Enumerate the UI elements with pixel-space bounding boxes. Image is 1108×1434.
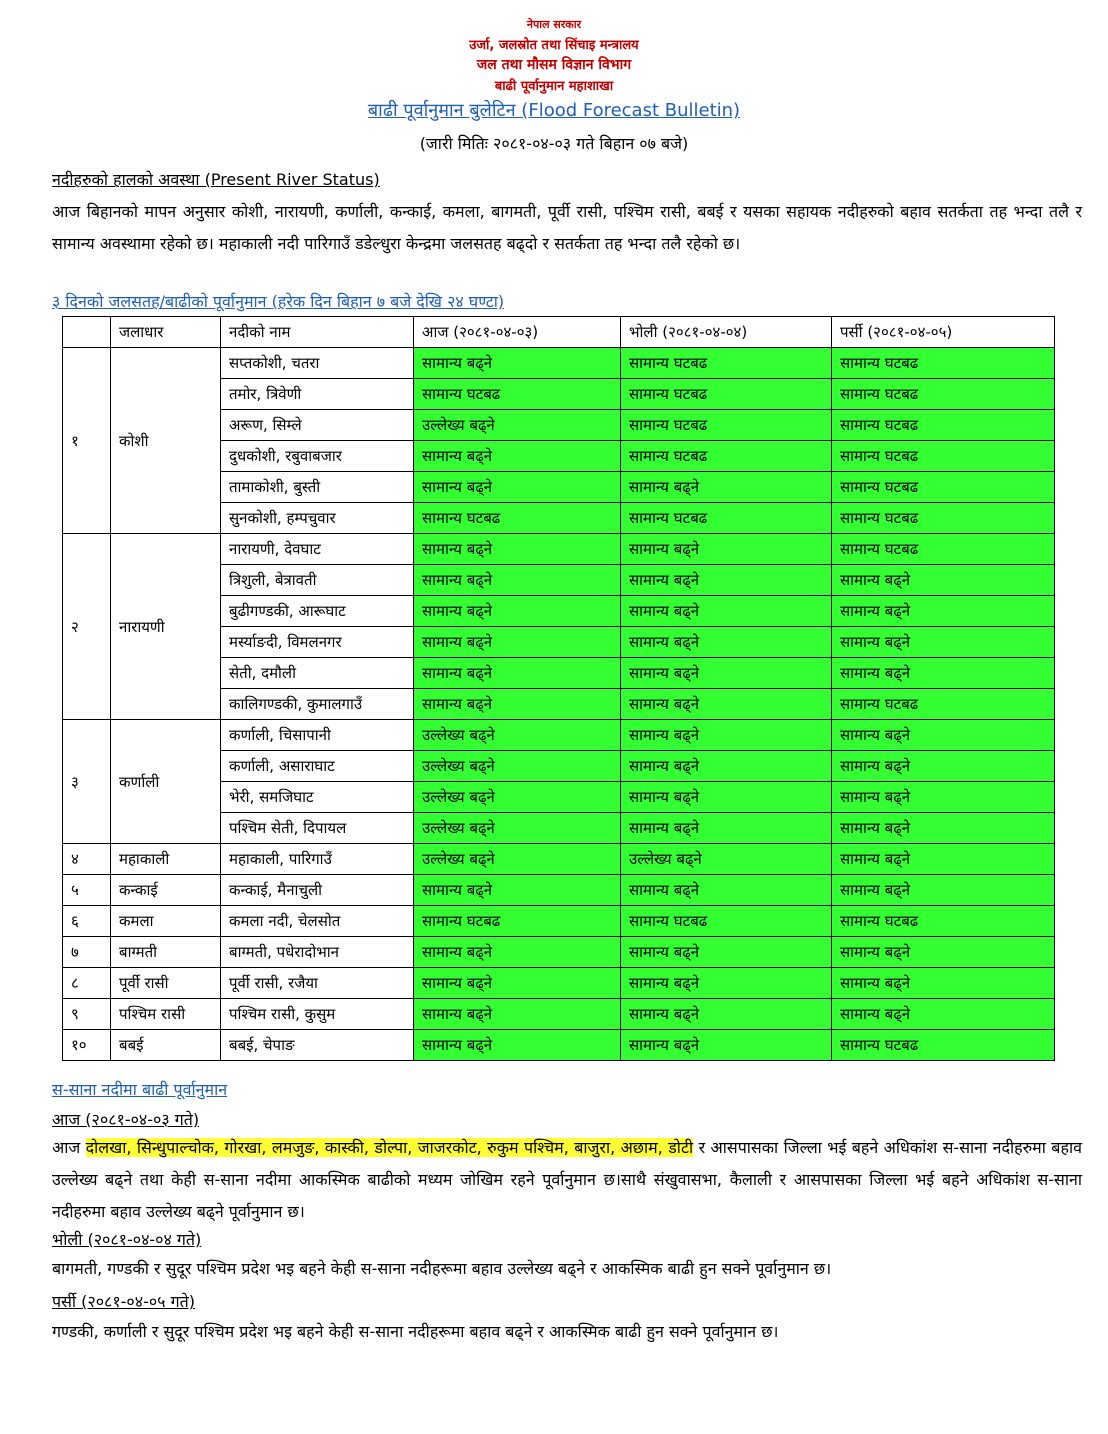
river-station: दुधकोशी, रबुवाबजार — [221, 441, 414, 472]
forecast-cell: सामान्य घटबढ — [832, 348, 1055, 379]
forecast-cell: सामान्य बढ्ने — [414, 596, 621, 627]
forecast-cell: सामान्य बढ्ने — [621, 937, 832, 968]
forecast-cell: सामान्य बढ्ने — [414, 627, 621, 658]
forecast-cell: सामान्य घटबढ — [414, 379, 621, 410]
river-station: भेरी, समजिघाट — [221, 782, 414, 813]
forecast-cell: सामान्य घटबढ — [621, 410, 832, 441]
basin-number: ५ — [63, 875, 111, 906]
forecast-cell: उल्लेख्य बढ्ने — [414, 844, 621, 875]
forecast-cell: सामान्य बढ्ने — [832, 720, 1055, 751]
basin-number: १ — [63, 348, 111, 534]
forecast-cell: सामान्य बढ्ने — [832, 968, 1055, 999]
forecast-cell: सामान्य घटबढ — [832, 906, 1055, 937]
table-row — [63, 906, 1055, 937]
forecast-cell: सामान्य बढ्ने — [621, 720, 832, 751]
river-station: पश्चिम रासी, कुसुम — [221, 999, 414, 1030]
forecast-cell: सामान्य बढ्ने — [414, 875, 621, 906]
forecast-cell: सामान्य बढ्ने — [414, 472, 621, 503]
dayafter-heading: पर्सी (२०८१-०४-०५ गते) — [52, 1292, 195, 1311]
river-station: कर्णाली, चिसापानी — [221, 720, 414, 751]
today-text — [52, 1132, 1082, 1228]
forecast-cell: सामान्य बढ्ने — [621, 813, 832, 844]
river-station: कमला नदी, चेलसोत — [221, 906, 414, 937]
basin-number: ६ — [63, 906, 111, 937]
column-header — [63, 317, 111, 348]
forecast-cell: सामान्य बढ्ने — [621, 689, 832, 720]
table-row — [63, 534, 1055, 565]
forecast-cell: सामान्य घटबढ — [414, 503, 621, 534]
forecast-cell: सामान्य बढ्ने — [414, 999, 621, 1030]
column-header: आज (२०८१-०४-०३) — [414, 317, 621, 348]
forecast-cell: सामान्य बढ्ने — [621, 565, 832, 596]
river-station: अरूण, सिम्ले — [221, 410, 414, 441]
forecast-cell: सामान्य बढ्ने — [832, 627, 1055, 658]
basin-name: बबई — [111, 1030, 221, 1061]
river-station: बाग्मती, पधेरादोभान — [221, 937, 414, 968]
tomorrow-text: बागमती, गण्डकी र सुदूर पश्चिम प्रदेश भइ बहने केही स-साना नदीहरूमा बहाव उल्लेख्य बढ्ने र आकस्मिक बाढी हुन सक्ने पूर्वानुमान छ। — [52, 1259, 832, 1278]
river-station: नारायणी, देवघाट — [221, 534, 414, 565]
forecast-cell: सामान्य बढ्ने — [621, 875, 832, 906]
basin-name: कोशी — [111, 348, 221, 534]
bulletin-title: बाढी पूर्वानुमान बुलेटिन (Flood Forecast Bulletin) — [367, 100, 741, 121]
forecast-cell: सामान्य बढ्ने — [414, 968, 621, 999]
table-row — [63, 875, 1055, 906]
forecast-cell: सामान्य घटबढ — [621, 906, 832, 937]
present-status-text: आज बिहानको मापन अनुसार कोशी, नारायणी, कर्णाली, कन्काई, कमला, बागमती, पूर्वी रासी, पश्चिम रासी, बबई र यसका सहायक नदीहरुको बहाव सतर्कता तह भन्दा तलै र सामान्य अवस्थामा रहेको छ। महाकाली नदी पारिगाउँ डडेल्धुरा केन्द्रमा जलसतह बढ्दो र सतर्कता तह भन्दा तलै रहेको छ। — [52, 202, 1082, 253]
forecast-cell: सामान्य बढ्ने — [832, 782, 1055, 813]
river-station: बुढीगण्डकी, आरूघाट — [221, 596, 414, 627]
table-row — [63, 348, 1055, 379]
forecast-cell: सामान्य घटबढ — [832, 379, 1055, 410]
forecast-cell: सामान्य घटबढ — [621, 441, 832, 472]
basin-name: कर्णाली — [111, 720, 221, 844]
tomorrow-heading: भोली (२०८१-०४-०४ गते) — [52, 1230, 202, 1249]
basin-name: कन्काई — [111, 875, 221, 906]
table-row — [63, 968, 1055, 999]
basin-name: बाग्मती — [111, 937, 221, 968]
forecast-cell: सामान्य घटबढ — [621, 503, 832, 534]
today-prefix: आज — [52, 1138, 86, 1157]
forecast-cell: सामान्य बढ्ने — [832, 596, 1055, 627]
forecast-cell: सामान्य घटबढ — [832, 503, 1055, 534]
table-row — [63, 999, 1055, 1030]
forecast-cell: सामान्य बढ्ने — [832, 999, 1055, 1030]
dayafter-text: गण्डकी, कर्णाली र सुदूर पश्चिम प्रदेश भइ बहने केही स-साना नदीहरूमा बहाव बढ्ने र आकस्मिक बाढी हुन सक्ने पूर्वानुमान छ। — [52, 1322, 779, 1341]
forecast-cell: सामान्य घटबढ — [832, 410, 1055, 441]
forecast-cell: सामान्य बढ्ने — [621, 782, 832, 813]
forecast-cell: सामान्य घटबढ — [621, 379, 832, 410]
column-header: नदीको नाम — [221, 317, 414, 348]
header-department: जल तथा मौसम विज्ञान विभाग — [476, 57, 632, 73]
today-heading: आज (२०८१-०४-०३ गते) — [52, 1110, 200, 1129]
forecast-cell: सामान्य घटबढ — [832, 441, 1055, 472]
forecast-cell: उल्लेख्य बढ्ने — [414, 782, 621, 813]
river-station: पूर्वी रासी, रजैया — [221, 968, 414, 999]
river-station: कर्णाली, असाराघाट — [221, 751, 414, 782]
forecast-cell: उल्लेख्य बढ्ने — [414, 813, 621, 844]
basin-number: ३ — [63, 720, 111, 844]
basin-name: नारायणी — [111, 534, 221, 720]
forecast-cell: उल्लेख्य बढ्ने — [414, 720, 621, 751]
column-header: जलाधार — [111, 317, 221, 348]
forecast-cell: सामान्य घटबढ — [832, 534, 1055, 565]
present-status-heading: नदीहरुको हालको अवस्था (Present River Status) — [52, 170, 380, 189]
today-rest: र आसपासका जिल्ला भई बहने अधिकांश स-साना नदीहरुमा बहाव उल्लेख्य बढ्ने तथा केही स-साना नदीमा आकस्मिक बाढीको मध्यम जोखिम रहने पूर्वानुमान छ।साथै संखुवासभा, कैलाली र आसपासका जिल्ला भई बहने अधिकांश स-साना नदीहरुमा बहाव उल्लेख्य बढ्ने पूर्वानुमान छ। — [52, 1138, 1082, 1221]
forecast-cell: सामान्य घटबढ — [832, 689, 1055, 720]
header-division: बाढी पूर्वानुमान महाशाखा — [494, 79, 614, 94]
forecast-cell: सामान्य बढ्ने — [832, 844, 1055, 875]
forecast-table — [62, 316, 1055, 1061]
basin-name: कमला — [111, 906, 221, 937]
basin-number: ४ — [63, 844, 111, 875]
table-header-row — [63, 317, 1055, 348]
basin-number: २ — [63, 534, 111, 720]
forecast-cell: सामान्य बढ्ने — [621, 627, 832, 658]
forecast-cell: उल्लेख्य बढ्ने — [414, 751, 621, 782]
forecast-cell: सामान्य घटबढ — [621, 348, 832, 379]
forecast-cell: सामान्य बढ्ने — [414, 689, 621, 720]
column-header: पर्सी (२०८१-०४-०५) — [832, 317, 1055, 348]
river-station: पश्चिम सेती, दिपायल — [221, 813, 414, 844]
forecast-cell: सामान्य बढ्ने — [832, 875, 1055, 906]
forecast-cell: सामान्य बढ्ने — [621, 596, 832, 627]
table-row — [63, 720, 1055, 751]
basin-number: ७ — [63, 937, 111, 968]
forecast-cell: सामान्य घटबढ — [832, 472, 1055, 503]
forecast-cell: सामान्य बढ्ने — [832, 658, 1055, 689]
river-station: मर्स्याङदी, विमलनगर — [221, 627, 414, 658]
forecast-cell: सामान्य बढ्ने — [414, 534, 621, 565]
header-govt: नेपाल सरकार — [526, 18, 582, 31]
basin-number: ९ — [63, 999, 111, 1030]
highlighted-districts: दोलखा, सिन्धुपाल्चोक, गोरखा, लमजुङ, कास्की, डोल्पा, जाजरकोट, रुकुम पश्चिम, बाजुरा, अछाम, डोटी — [85, 1138, 694, 1157]
small-rivers-heading: स-साना नदीमा बाढी पूर्वानुमान — [52, 1080, 228, 1099]
table-row — [63, 937, 1055, 968]
river-station: महाकाली, पारिगाउँ — [221, 844, 414, 875]
river-station: सुनकोशी, हम्पचुवार — [221, 503, 414, 534]
forecast-cell: सामान्य बढ्ने — [621, 1030, 832, 1061]
forecast-cell: सामान्य बढ्ने — [832, 813, 1055, 844]
forecast-cell: उल्लेख्य बढ्ने — [414, 410, 621, 441]
forecast-cell: सामान्य घटबढ — [414, 906, 621, 937]
river-station: तामाकोशी, बुस्ती — [221, 472, 414, 503]
river-station: सेती, दमौली — [221, 658, 414, 689]
forecast-cell: सामान्य घटबढ — [832, 1030, 1055, 1061]
forecast-heading: ३ दिनको जलसतह/बाढीको पूर्वानुमान (हरेक दिन बिहान ७ बजे देखि २४ घण्टा) — [52, 292, 505, 311]
forecast-cell: सामान्य बढ्ने — [832, 937, 1055, 968]
forecast-cell: सामान्य बढ्ने — [621, 472, 832, 503]
basin-name: पूर्वी रासी — [111, 968, 221, 999]
forecast-cell: सामान्य बढ्ने — [832, 751, 1055, 782]
forecast-cell: सामान्य बढ्ने — [414, 441, 621, 472]
issue-date: (जारी मितिः २०८१-०४-०३ गते बिहान ०७ बजे) — [419, 134, 689, 153]
forecast-cell: सामान्य बढ्ने — [621, 999, 832, 1030]
forecast-cell: सामान्य बढ्ने — [832, 565, 1055, 596]
river-station: सप्तकोशी, चतरा — [221, 348, 414, 379]
river-station: कन्काई, मैनाचुली — [221, 875, 414, 906]
forecast-cell: उल्लेख्य बढ्ने — [621, 844, 832, 875]
column-header: भोली (२०८१-०४-०४) — [621, 317, 832, 348]
forecast-cell: सामान्य बढ्ने — [621, 658, 832, 689]
basin-name: महाकाली — [111, 844, 221, 875]
forecast-cell: सामान्य बढ्ने — [621, 534, 832, 565]
river-station: त्रिशुली, बेत्रावती — [221, 565, 414, 596]
river-station: तमोर, त्रिवेणी — [221, 379, 414, 410]
basin-number: १० — [63, 1030, 111, 1061]
forecast-cell: सामान्य बढ्ने — [621, 968, 832, 999]
forecast-cell: सामान्य बढ्ने — [621, 751, 832, 782]
forecast-cell: सामान्य बढ्ने — [414, 658, 621, 689]
header-ministry: उर्जा, जलस्रोत तथा सिंचाइ मन्त्रालय — [469, 38, 639, 53]
basin-number: ८ — [63, 968, 111, 999]
forecast-cell: सामान्य बढ्ने — [414, 348, 621, 379]
forecast-cell: सामान्य बढ्ने — [414, 937, 621, 968]
forecast-cell: सामान्य बढ्ने — [414, 565, 621, 596]
table-row — [63, 844, 1055, 875]
river-station: बबई, चेपाङ — [221, 1030, 414, 1061]
forecast-cell: सामान्य बढ्ने — [414, 1030, 621, 1061]
table-row — [63, 1030, 1055, 1061]
basin-name: पश्चिम रासी — [111, 999, 221, 1030]
river-station: कालिगण्डकी, कुमालगाउँ — [221, 689, 414, 720]
